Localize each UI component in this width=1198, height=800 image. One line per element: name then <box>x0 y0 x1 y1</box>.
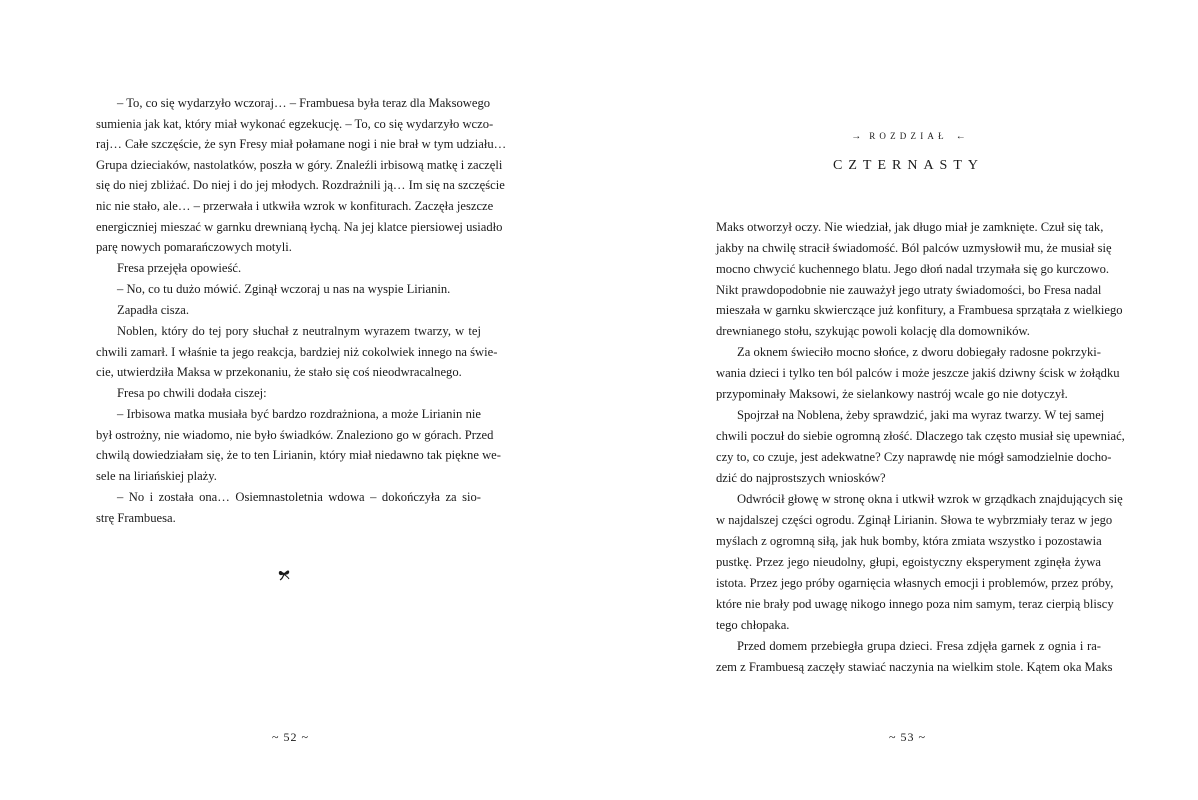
arrow-right-icon: → <box>851 131 862 142</box>
chapter-label <box>609 131 1198 142</box>
text-line: – Irbisowa matka musiała być bardzo rozdrażniona, a może Lirianin nie <box>117 407 481 421</box>
text-line: drewnianego stołu, szykując powoli kolację dla domowników. <box>716 324 1030 338</box>
text-line: – No, co tu dużo mówić. Zginął wczoraj u nas na wyspie Lirianin. <box>117 282 451 296</box>
text-line: czy to, co czuje, jest adekwatne? Czy naprawdę nie mógł samodzielnie docho- <box>716 450 1112 464</box>
text-line: chwilą dowiedziałam się, że to ten Lirianin, który miał niedawno tak piękne we- <box>96 448 501 462</box>
text-line: sumienia jak kat, który miał wykonać egzekucję. – To, co się wydarzyło wczo- <box>96 117 494 131</box>
text-line: zem z Frambuesą zaczęły stawiać naczynia na wielkim stole. Kątem oka Maks <box>716 660 1113 674</box>
text-line: był ostrożny, nie wiadomo, nie było świadków. Znaleziono go w górach. Przed <box>96 428 494 442</box>
text-line: Zapadła cisza. <box>117 303 190 317</box>
text-line: strę Frambuesa. <box>96 511 176 525</box>
text-line: mieszała w garnku skwierczące już konfitury, a Frambuesa sprzątała z wielkiego <box>716 303 1123 317</box>
text-line: Noblen, który do tej pory słuchał z neutralnym wyrazem twarzy, w tej <box>117 324 481 338</box>
text-line: Nikt prawdopodobnie nie zauważył jego utraty świadomości, bo Fresa nadal <box>716 283 1102 297</box>
text-line: się do niej zbliżać. Do niej i do jej młodych. Rozdrażnili ją… Im się na szczęście <box>96 178 505 192</box>
text-line: przypominały Maksowi, że sielankowy nastrój wcale go nie dotyczył. <box>716 387 1068 401</box>
text-line: chwili poczuł do siebie ogromną złość. Dlaczego tak często musiał się upewniać, <box>716 429 1125 443</box>
text-line: mocno chwycić kuchennego blatu. Jego dłoń nadal trzymała się go kurczowo. <box>716 262 1110 276</box>
text-line: istota. Przez jego próby ogarnięcia własnych emocji i problemów, przez próby, <box>716 576 1114 590</box>
text-line: Przed domem przebiegła grupa dzieci. Fresa zdjęła garnek z ognia i ra- <box>737 639 1101 653</box>
text-line: Spojrzał na Noblena, żeby sprawdzić, jaki ma wyraz twarzy. W tej samej <box>737 408 1105 422</box>
text-line: cie, utwierdziła Maksa w przekonaniu, że stało się coś nieodwracalnego. <box>96 365 462 379</box>
text-line: myślach z ogromną siłą, jak huk bomby, która zmiata wszystko i pozostawia <box>716 534 1102 548</box>
right-page <box>599 0 1198 800</box>
text-line: Grupa dzieciaków, nastolatków, poszła w góry. Znaleźli irbisową matkę i zaczęli <box>96 158 503 172</box>
text-line: pustkę. Przez jego nieudolny, głupi, egoistyczny eksperyment zginęła żywa <box>716 555 1101 569</box>
text-line: dzić do najprostszych wniosków? <box>716 471 886 485</box>
text-line: jakby na chwilę stracił świadomość. Ból palców uzmysłowił mu, że musiał się <box>716 241 1112 255</box>
text-line: – No i została ona… Osiemnastoletnia wdowa – dokończyła za sio- <box>117 490 481 504</box>
arrow-left-icon: ← <box>955 131 966 142</box>
text-line: Maks otworzył oczy. Nie wiedział, jak długo miał je zamknięte. Czuł się tak, <box>716 220 1104 234</box>
text-line: sele na liriańskiej plaży. <box>96 469 217 483</box>
text-line: Odwrócił głowę w stronę okna i utkwił wzrok w grządkach znajdujących się <box>737 492 1123 506</box>
text-line: Za oknem świeciło mocno słońce, z dworu dobiegały radosne pokrzyki- <box>737 345 1101 359</box>
text-line: energiczniej mieszać w garnku drewnianą łychą. Na jej klatce piersiowej usiadło <box>96 220 503 234</box>
text-line: Fresa po chwili dodała ciszej: <box>117 386 267 400</box>
text-line: nic nie stało, ale… – przerwała i utkwiła wzrok w konfiturach. Zaczęła jeszcze <box>96 199 494 213</box>
text-line: wania dzieci i tylko ten ból palców i może jeszcze jakiś dziwny ścisk w żołądku <box>716 366 1120 380</box>
text-line: chwili zamarł. I właśnie ta jego reakcja, bardziej niż cokolwiek innego na świe- <box>96 345 498 359</box>
chapter-label-text: ROZDZIAŁ <box>869 131 948 141</box>
text-line: – To, co się wydarzyło wczoraj… – Frambuesa była teraz dla Maksowego <box>117 96 491 110</box>
text-line: które nie brały pod uwagę nikogo innego poza nim samym, teraz cierpią bliscy <box>716 597 1114 611</box>
page-number: ~ 53 ~ <box>889 730 926 744</box>
text-line: tego chłopaka. <box>716 618 790 632</box>
text-line: parę nowych pomarańczowych motyli. <box>96 240 292 254</box>
text-line: Fresa przejęła opowieść. <box>117 261 242 275</box>
page-number: ~ 52 ~ <box>272 730 309 744</box>
text-line: w najdalszej części ogrodu. Zginął Lirianin. Słowa te wybrzmiały teraz w jego <box>716 513 1113 527</box>
chapter-title: CZTERNASTY <box>833 158 984 173</box>
floral-ornament-icon <box>276 566 292 582</box>
text-line: raj… Całe szczęście, że syn Fresy miał połamane nogi i nie brał w tym udziału… <box>96 137 507 151</box>
